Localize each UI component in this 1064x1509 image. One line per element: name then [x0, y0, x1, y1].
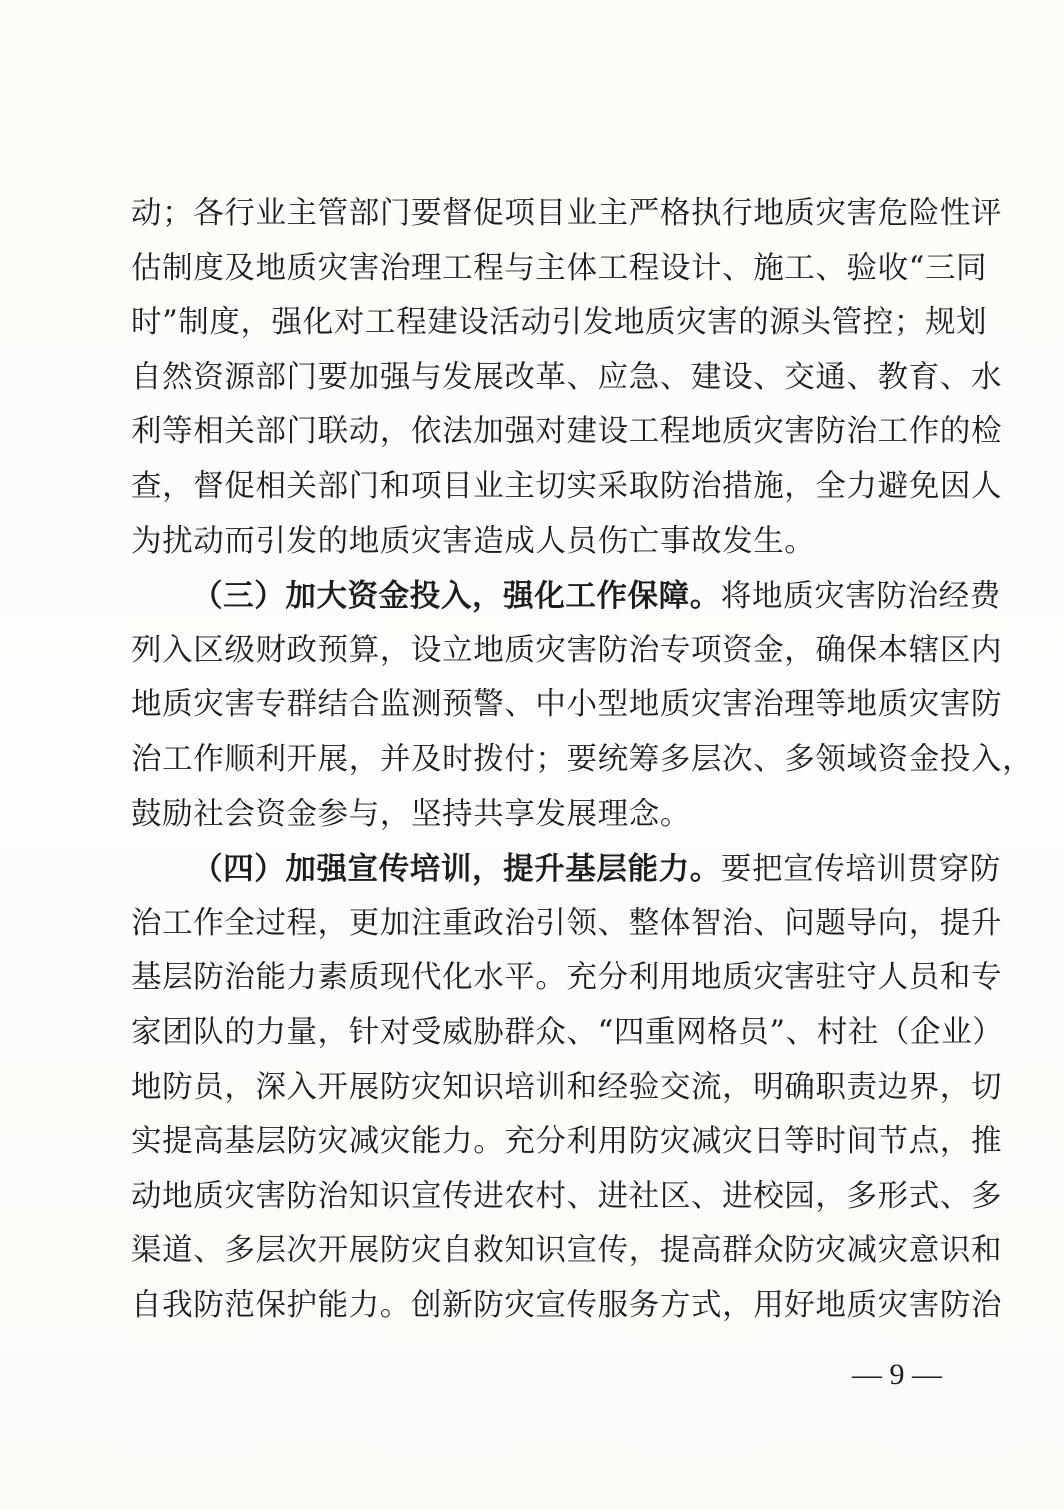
section-3-heading: （三）加大资金投入，强化工作保障。: [192, 578, 721, 615]
text-line: 自然资源部门要加强与发展改革、应急、建设、交通、教育、水: [131, 359, 1003, 395]
text-line: 为扰动而引发的地质灾害造成人员伤亡事故发生。: [131, 523, 816, 559]
text-line: 治工作全过程，更加注重政治引领、整体智治、问题导向，提升: [131, 905, 1003, 941]
text-line: 实提高基层防灾减灾能力。充分利用防灾减灾日等时间节点，推: [131, 1124, 1003, 1160]
text-line: 估制度及地质灾害治理工程与主体工程设计、施工、验收“三同: [131, 250, 988, 286]
text-line: 列入区级财政预算，设立地质灾害防治专项资金，确保本辖区内: [131, 632, 1003, 668]
section-4-first-line-rest: 要把宣传培训贯穿防: [720, 852, 1001, 888]
text-line: 渠道、多层次开展防灾自救知识宣传，提高群众防灾减灾意识和: [131, 1233, 1003, 1269]
text-line: 鼓励社会资金参与，坚持共享发展理念。: [131, 796, 691, 832]
text-line: 治工作顺利开展，并及时拨付；要统筹多层次、多领域资金投入，: [131, 741, 1034, 777]
text-line: 自我防范保护能力。创新防灾宣传服务方式，用好地质灾害防治: [131, 1287, 1003, 1323]
text-line: 基层防治能力素质现代化水平。充分利用地质灾害驻守人员和专: [131, 960, 1003, 996]
text-line: 查，督促相关部门和项目业主切实采取防治措施，全力避免因人: [131, 468, 1003, 504]
text-line: 利等相关部门联动，依法加强对建设工程地质灾害防治工作的检: [131, 414, 1003, 450]
section-4-first-line: [131, 842, 1001, 897]
text-line: 动；各行业主管部门要督促项目业主严格执行地质灾害危险性评: [131, 196, 1003, 231]
page-number: — 9 —: [852, 1358, 942, 1391]
section-3-first-line-rest: 将地质灾害防治经费: [720, 579, 1001, 615]
section-3-first-line: [131, 569, 1001, 624]
text-line: 地防员，深入开展防灾知识培训和经验交流，明确职责边界，切: [131, 1069, 1003, 1105]
text-line: 时”制度，强化对工程建设活动引发地质灾害的源头管控；规划: [131, 305, 988, 341]
text-line: 家团队的力量，针对受威胁群众、“四重网格员”、村社（企业）: [131, 1014, 1004, 1050]
text-line: 地质灾害专群结合监测预警、中小型地质灾害治理等地质灾害防: [131, 687, 1003, 723]
document-body: [131, 187, 1034, 1333]
section-4-heading: （四）加强宣传培训，提升基层能力。: [192, 851, 721, 888]
text-line: 动地质灾害防治知识宣传进农村、进社区、进校园，多形式、多: [131, 1178, 1003, 1214]
